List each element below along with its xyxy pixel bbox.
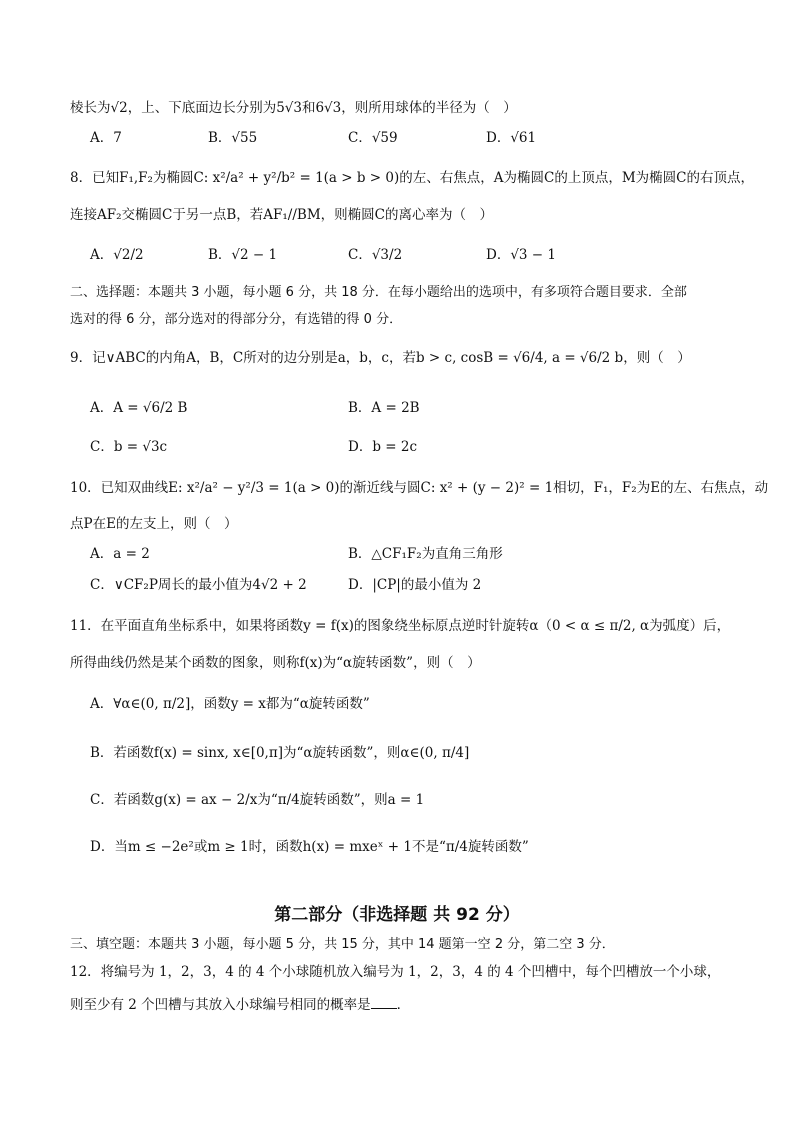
q7-option-c: C．√59 <box>348 130 398 146</box>
section2-line1: 二、选择题：本题共 3 小题，每小题 6 分，共 18 分．在每小题给出的选项中，有多项符合题目要求．全部 <box>70 285 687 300</box>
q8-option-a: A．√2/2 <box>90 247 144 263</box>
q8-line2: 连接AF₂交椭圆C于另一点B，若AF₁//BM，则椭圆C的离心率为（ ） <box>70 207 493 223</box>
q11-option-d: D．当m ≤ −2e²或m ≥ 1时，函数h(x) = mxeˣ + 1不是“π/4旋转函数” <box>90 839 529 855</box>
q11-line2: 所得曲线仍然是某个函数的图象，则称f(x)为“α旋转函数”，则（ ） <box>70 655 481 671</box>
q10-option-a: A．a = 2 <box>90 546 150 562</box>
q9-stem: 9．记∨ABC的内角A，B，C所对的边分别是a，b，c，若b > c, cosB = √6/4, a = √6/2 b，则（ ） <box>70 350 691 366</box>
q11-line1: 11．在平面直角坐标系中，如果将函数y = f(x)的图象绕坐标原点逆时针旋转α（0 < α ≤ π/2, α为弧度）后， <box>70 618 731 634</box>
answer-blank <box>371 994 397 1009</box>
q9-option-c: C．b = √3c <box>90 439 168 455</box>
q7-tail: 棱长为√2，上、下底面边长分别为5√3和6√3，则所用球体的半径为（ ） <box>70 100 517 116</box>
q10-line2: 点P在E的左支上，则（ ） <box>70 516 238 532</box>
q7-option-b: B．√55 <box>208 130 258 146</box>
q12-line1: 12．将编号为 1，2，3，4 的 4 个小球随机放入编号为 1，2，3，4 的 4 个凹槽中，每个凹槽放一个小球， <box>70 964 721 980</box>
q11-option-b: B．若函数f(x) = sinx, x∈[0,π]为“α旋转函数”，则α∈(0, π/4] <box>90 745 470 761</box>
q10-option-b: B．△CF₁F₂为直角三角形 <box>348 546 503 562</box>
q8-option-b: B．√2 − 1 <box>208 247 278 263</box>
section2-line2: 选对的得 6 分，部分选对的得部分分，有选错的得 0 分． <box>70 312 403 327</box>
q7-option-a: A．7 <box>90 130 122 146</box>
q8-option-c: C．√3/2 <box>348 247 403 263</box>
q10-option-d: D．|CP|的最小值为 2 <box>348 577 482 593</box>
q12-line2: 则至少有 2 个凹槽与其放入小球编号相同的概率是 <box>70 997 371 1013</box>
q12-end: ． <box>396 997 411 1013</box>
q9-option-b: B．A = 2B <box>348 400 420 416</box>
q8-option-d: D．√3 − 1 <box>486 247 556 263</box>
part2-title: 第二部分（非选择题 共 92 分） <box>274 905 520 925</box>
q9-option-a: A．A = √6/2 B <box>90 400 188 416</box>
q11-option-a: A．∀α∈(0, π/2]，函数y = x都为“α旋转函数” <box>90 696 370 712</box>
q11-option-c: C．若函数g(x) = ax − 2/x为“π/4旋转函数”，则a = 1 <box>90 792 425 808</box>
q10-line1: 10．已知双曲线E: x²/a² − y²/3 = 1(a > 0)的渐近线与圆C: x² + (y − 2)² = 1相切，F₁，F₂为E的左、右焦点，动 <box>70 480 769 496</box>
section3-line: 三、填空题：本题共 3 小题，每小题 5 分，共 15 分，其中 14 题第一空 2 分，第二空 3 分． <box>70 937 615 952</box>
q10-option-c: C．∨CF₂P周长的最小值为4√2 + 2 <box>90 577 307 593</box>
q9-option-d: D．b = 2c <box>348 439 418 455</box>
q7-option-d: D．√61 <box>486 130 537 146</box>
q8-line1: 8．已知F₁,F₂为椭圆C: x²/a² + y²/b² = 1(a > b > 0)的左、右焦点，A为椭圆C的上顶点，M为椭圆C的右顶点， <box>70 170 754 186</box>
q12-line2-wrap <box>70 994 410 1015</box>
